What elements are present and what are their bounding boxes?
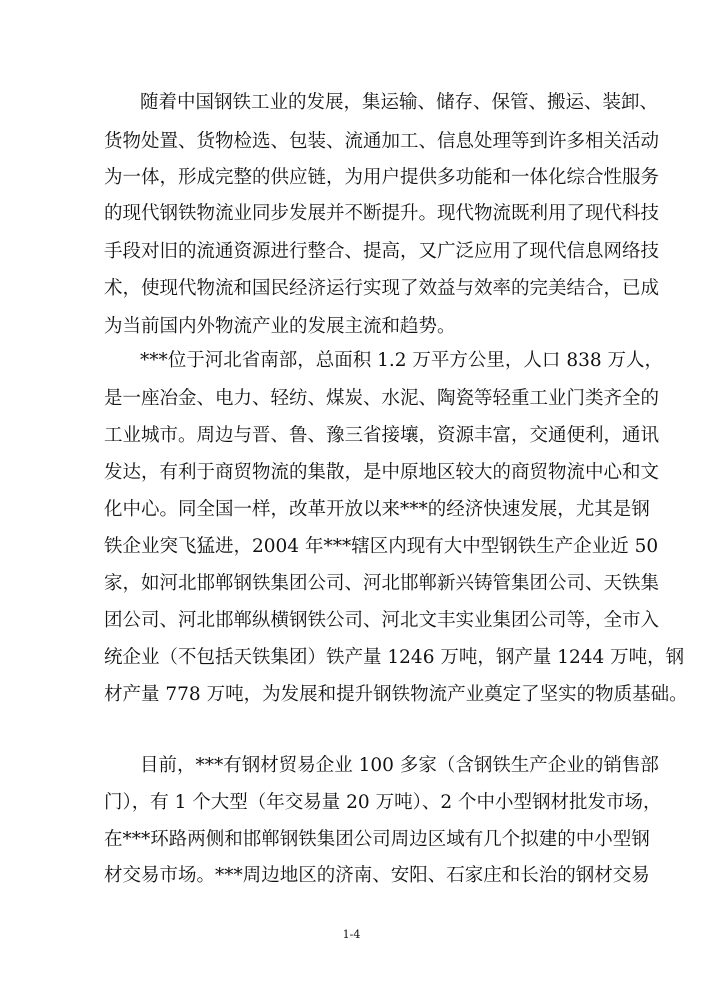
paragraph-2-line-9: 统企业（不包括天铁集团）铁产量 1246 万吨，钢产量 1244 万吨，钢: [104, 647, 685, 668]
paragraph-2-line-5: 化中心。同全国一样，改革开放以来***的经济快速发展，尤其是钢: [104, 499, 650, 520]
paragraph-2-line-7: 家，如河北邯郸钢铁集团公司、河北邯郸新兴铸管集团公司、天铁集: [104, 573, 660, 594]
paragraph-2-line-2: 是一座冶金、电力、轻纺、煤炭、水泥、陶瓷等轻重工业门类齐全的: [104, 388, 660, 409]
paragraph-1-line-2: 货物处置、货物检选、包装、流通加工、信息处理等到许多相关活动: [104, 131, 660, 152]
paragraph-2-line-3: 工业城市。周边与晋、鲁、豫三省接壤，资源丰富，交通便利，通讯: [104, 425, 660, 446]
paragraph-1-line-7: 为当前国内外物流产业的发展主流和趋势。: [104, 316, 456, 337]
paragraph-3-line-3: 在***环路两侧和邯郸钢铁集团公司周边区域有几个拟建的中小型钢: [104, 829, 650, 850]
paragraph-3-line-2: 门），有 1 个大型（年交易量 20 万吨）、2 个中小型钢材批发市场，: [104, 792, 662, 813]
paragraph-2-line-8: 团公司、河北邯郸纵横钢铁公司、河北文丰实业集团公司等，全市入: [104, 610, 660, 631]
paragraph-2-line-1: ***位于河北省南部，总面积 1.2 万平方公里，人口 838 万人，: [140, 350, 664, 371]
paragraph-1-line-4: 的现代钢铁物流业同步发展并不断提升。现代物流既利用了现代科技: [104, 203, 660, 224]
page-number: 1-4: [342, 928, 361, 941]
paragraph-1-line-3: 为一体，形成完整的供应链，为用户提供多功能和一体化综合性服务: [104, 167, 660, 188]
paragraph-3-line-1: 目前，***有钢材贸易企业 100 多家（含钢铁生产企业的销售部: [140, 755, 659, 776]
paragraph-1-line-5: 手段对旧的流通资源进行整合、提高，又广泛应用了现代信息网络技: [104, 241, 660, 262]
paragraph-3-line-4: 材交易市场。***周边地区的济南、安阳、石家庄和长治的钢材交易: [104, 865, 650, 886]
paragraph-2-line-4: 发达，有利于商贸物流的集散，是中原地区较大的商贸物流中心和文: [104, 462, 660, 483]
paragraph-1-line-1: 随着中国钢铁工业的发展，集运输、储存、保管、搬运、装卸、: [140, 92, 659, 113]
paragraph-2-line-6: 铁企业突飞猛进，2004 年***辖区内现有大中型钢铁生产企业近 50: [104, 536, 659, 557]
paragraph-1-line-6: 术，使现代物流和国民经济运行实现了效益与效率的完美结合，已成: [104, 278, 660, 299]
paragraph-2-line-10: 材产量 778 万吨，为发展和提升钢铁物流产业奠定了坚实的物质基础。: [104, 684, 688, 705]
